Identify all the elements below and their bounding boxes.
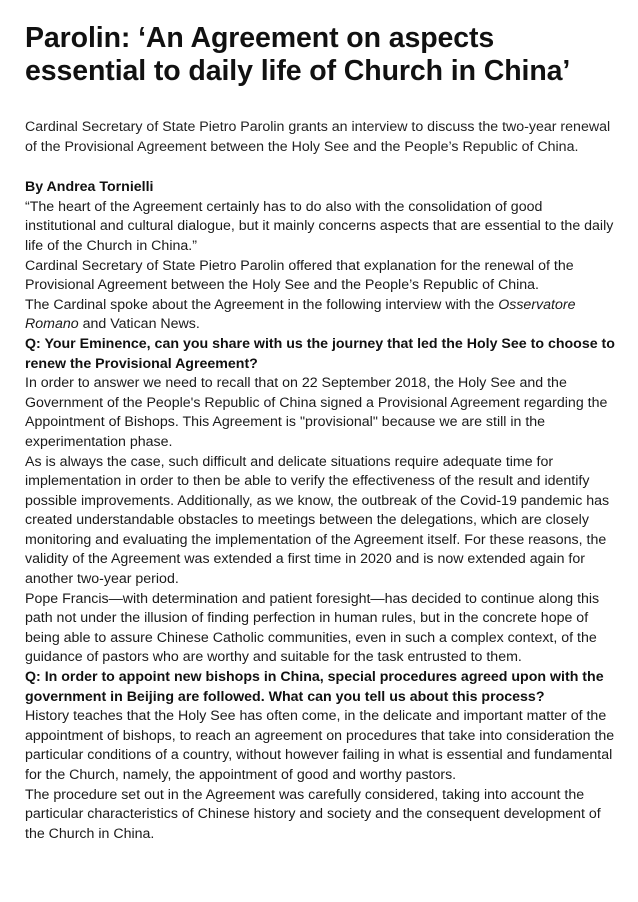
paragraph-quote: “The heart of the Agreement certainly has to do also with the consolidation of good institutional and cultural dialogue, but it mainly concerns aspects that are essential to the daily life of the Church in China.” bbox=[25, 198, 614, 254]
article-title: Parolin: ‘An Agreement on aspects essential to daily life of Church in China’ bbox=[25, 22, 571, 87]
question-1: Q: Your Eminence, can you share with us the journey that led the Holy See to choose to renew the Provisional Agreement? bbox=[25, 335, 615, 372]
article bbox=[25, 22, 615, 844]
article-subtitle: Cardinal Secretary of State Pietro Parolin grants an interview to discuss the two-year renewal of the Provisional Agreement between the Holy See and the People’s Republic of China. bbox=[25, 119, 611, 155]
publication-name: Osservatore Romano bbox=[25, 296, 576, 333]
article-body bbox=[25, 178, 615, 844]
paragraph-interview-intro bbox=[25, 296, 615, 335]
text: and Vatican News. bbox=[78, 316, 200, 333]
answer-1-paragraph-2: As is always the case, such difficult and delicate situations require adequate time for implementation in order to then be able to verify the effectiveness of the result and identify possible improvements. Additionally, as we know, the outbreak of the Covid-19 pandemic has created understandable obstacles to meetings between the delegations, which are closely monitoring and evaluating the implementation of the Agreement itself. For these reasons, the validity of the Agreement was extended a first time in 2020 and is now extended again for another two-year period. bbox=[25, 453, 610, 588]
answer-1-paragraph-1: In order to answer we need to recall that on 22 September 2018, the Holy See and the Government of the People's Republic of China signed a Provisional Agreement regarding the Appointment of Bishops. This Agreement is "provisional" because we are still in the experimentation phase. bbox=[25, 375, 608, 450]
text: The Cardinal spoke about the Agreement in the following interview with the bbox=[25, 296, 499, 313]
question-2: Q: In order to appoint new bishops in China, special procedures agreed upon with the government in Beijing are followed. What can you tell us about this process? bbox=[25, 669, 604, 705]
answer-1-paragraph-3: Pope Francis—with determination and patient foresight—has decided to continue along this path not under the illusion of finding perfection in human rules, but in the concrete hope of being able to assure Chinese Catholic communities, even in such a complex context, of the guidance of pastors who are worthy and suitable for the task entrusted to them. bbox=[25, 590, 600, 666]
byline: By Andrea Tornielli bbox=[25, 179, 154, 196]
answer-2-paragraph-2: The procedure set out in the Agreement was carefully considered, taking into account the particular characteristics of Chinese history and society and the consequent development of the Church in China. bbox=[25, 786, 601, 842]
answer-2-paragraph-1: History teaches that the Holy See has often come, in the delicate and important matter of the appointment of bishops, to reach an agreement on procedures that take into consideration the particular conditions of a country, without however failing in what is essential and fundamental for the Church, namely, the appointment of good and worthy pastors. bbox=[25, 708, 615, 783]
paragraph-explanation: Cardinal Secretary of State Pietro Parolin offered that explanation for the renewal of the Provisional Agreement between the Holy See and the People’s Republic of China. bbox=[25, 257, 574, 294]
